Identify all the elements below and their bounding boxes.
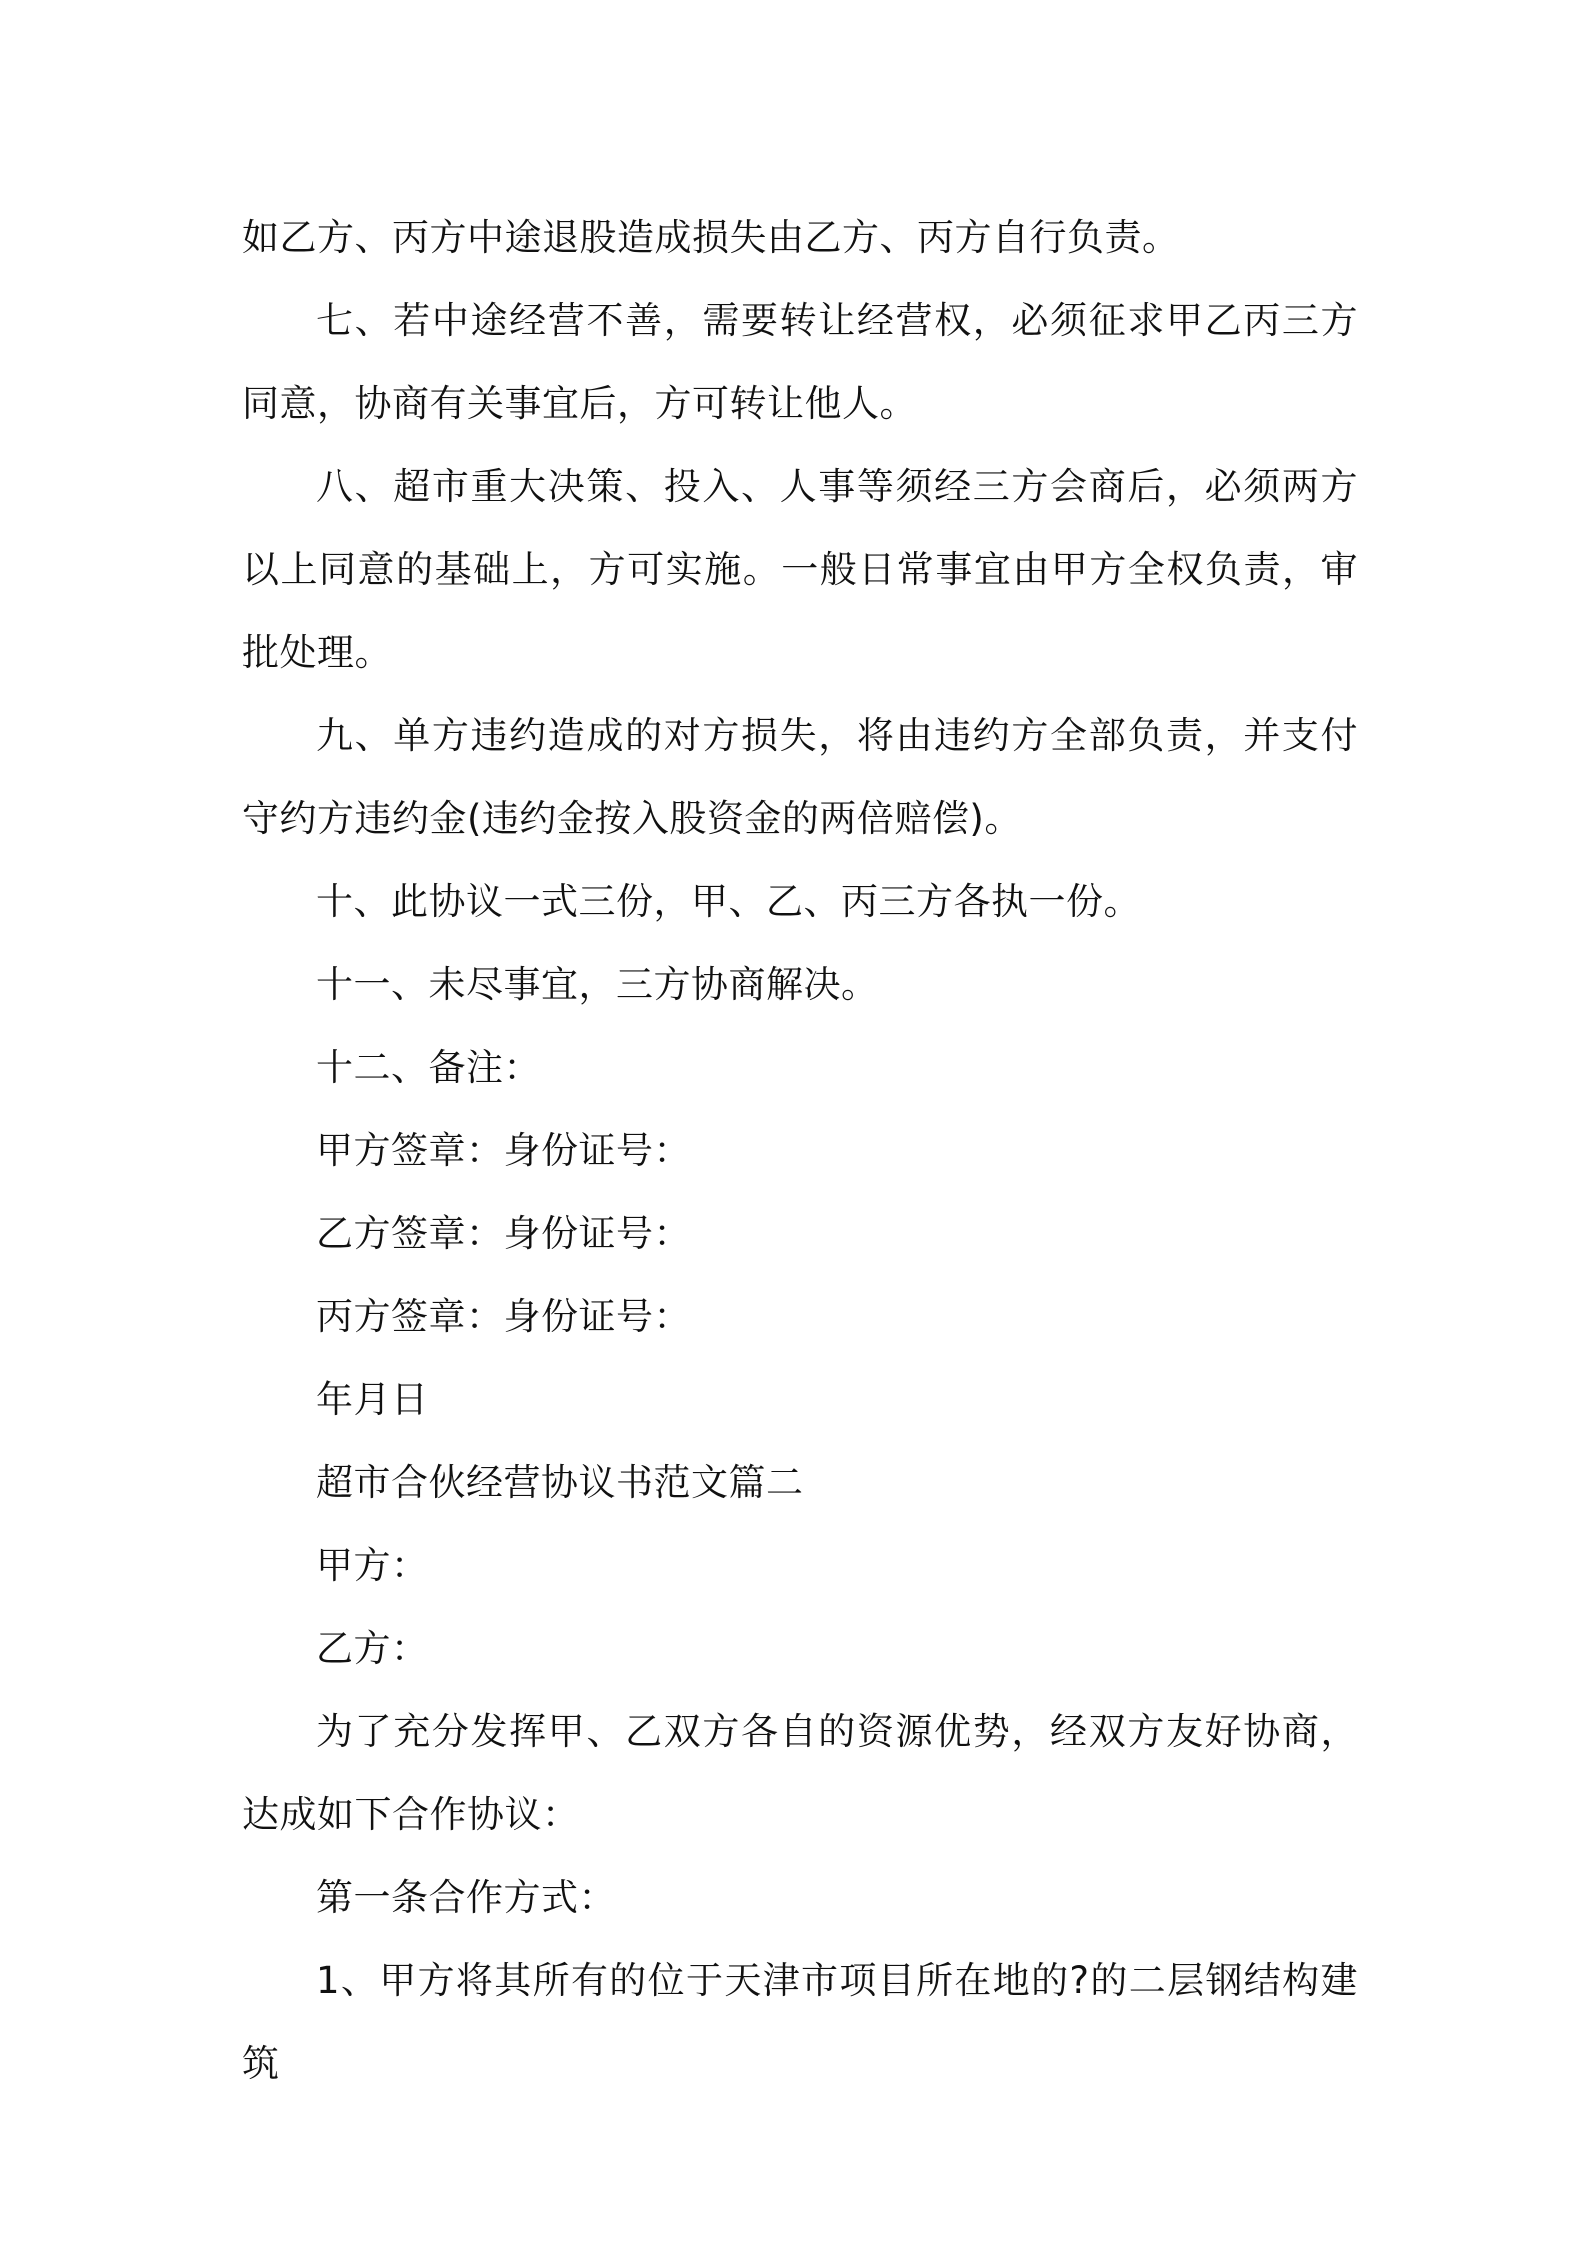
paragraph-clause-8: 八、超市重大决策、投入、人事等须经三方会商后，必须两方以上同意的基础上，方可实施。一般日常事宜由甲方全权负责，审批处理。 [242, 465, 1358, 674]
paragraph-clause-9: 九、单方违约造成的对方损失，将由违约方全部负责，并支付守约方违约金(违约金按入股资金的两倍赔偿)。 [242, 714, 1358, 840]
preamble-paragraph: 为了充分发挥甲、乙双方各自的资源优势，经双方友好协商，达成如下合作协议： [242, 1710, 1358, 1836]
paragraph-1: 如乙方、丙方中途退股造成损失由乙方、丙方自行负责。 [242, 216, 1180, 259]
paragraph-clause-7: 七、若中途经营不善，需要转让经营权，必须征求甲乙丙三方同意，协商有关事宜后，方可转让他人。 [242, 299, 1358, 425]
date-line: 年月日 [316, 1378, 429, 1421]
party-b-line: 乙方： [316, 1627, 429, 1670]
paragraph-clause-11: 十一、未尽事宜，三方协商解决。 [316, 963, 879, 1006]
paragraph-clause-10: 十、此协议一式三份，甲、乙、丙三方各执一份。 [316, 880, 1141, 923]
party-a-line: 甲方： [316, 1544, 429, 1587]
article-1-heading: 第一条合作方式： [316, 1876, 616, 1919]
signature-line-party-a: 甲方签章：身份证号： [316, 1129, 691, 1172]
section-title: 超市合伙经营协议书范文篇二 [316, 1461, 804, 1504]
document-body [242, 196, 1358, 2105]
article-1-item-1: 1、甲方将其所有的位于天津市项目所在地的?的二层钢结构建筑 [242, 1959, 1358, 2085]
signature-line-party-b: 乙方签章：身份证号： [316, 1212, 691, 1255]
paragraph-clause-12: 十二、备注： [316, 1046, 541, 1089]
signature-line-party-c: 丙方签章：身份证号： [316, 1295, 691, 1338]
